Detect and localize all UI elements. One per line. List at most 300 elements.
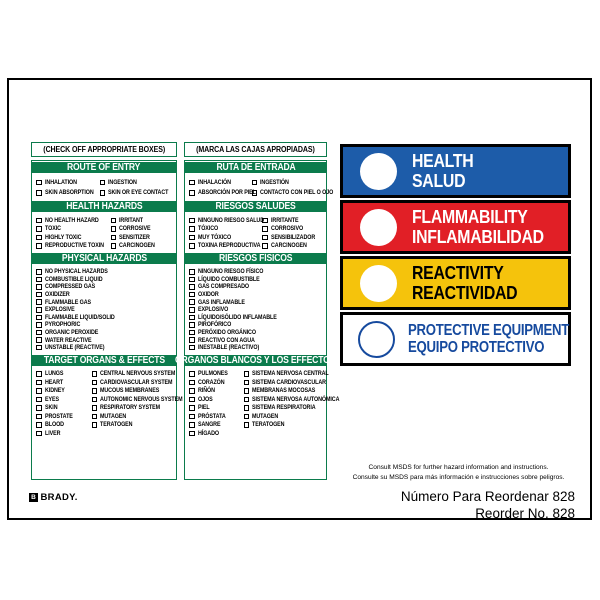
checkbox-item — [189, 291, 322, 299]
checkbox-label: TOXIC — [44, 225, 61, 233]
checkbox-item — [111, 242, 172, 251]
checkbox-label: SKIN ABSORPTION — [44, 189, 94, 197]
checkbox[interactable] — [189, 431, 195, 437]
msds-note — [340, 463, 577, 482]
checkbox[interactable] — [189, 269, 195, 275]
checkbox-label: SANGRE — [197, 421, 220, 429]
section-header-bar — [32, 252, 176, 265]
checkbox-label: BLOOD — [44, 421, 64, 429]
checkbox-column — [111, 216, 172, 250]
checkbox[interactable] — [189, 180, 195, 186]
checkbox-label: SENSIBILIZADOR — [270, 233, 315, 241]
checkbox[interactable] — [189, 218, 195, 224]
checkbox[interactable] — [189, 190, 195, 196]
checkbox-item — [36, 177, 100, 188]
checkbox[interactable] — [252, 180, 258, 186]
rating-circle[interactable] — [358, 321, 395, 358]
checkbox-item — [36, 283, 172, 291]
section-header-bar — [185, 161, 326, 174]
checkbox-label: TÓXICO — [197, 225, 218, 233]
checkbox-item — [36, 233, 111, 242]
checkbox-item — [189, 387, 244, 396]
checkbox-label: IRRITANT — [119, 216, 144, 224]
checkbox[interactable] — [92, 388, 98, 394]
checkbox-item — [36, 188, 100, 199]
msds-line-es: Consulte su MSDS para más información e instrucciones sobre peligros. — [352, 473, 565, 481]
checkbox-label: EYES — [44, 395, 59, 403]
checkbox-item — [189, 177, 252, 188]
checkbox-label: LUNGS — [44, 370, 63, 378]
checkbox[interactable] — [36, 405, 42, 411]
section-header-bar — [32, 161, 176, 174]
checkbox[interactable] — [36, 330, 42, 336]
checkbox-label: SISTEMA RESPIRATORIA — [252, 404, 316, 412]
checkbox-column — [36, 177, 100, 198]
checkbox-label: MUTAGEN — [252, 412, 279, 420]
checkbox-item — [36, 321, 172, 329]
checkbox-label: REPRODUCTIVE TOXIN — [44, 242, 104, 250]
checkbox-label: OXIDIZER — [44, 291, 70, 299]
checkbox[interactable] — [36, 380, 42, 386]
section-items — [32, 213, 176, 252]
checkbox[interactable] — [36, 277, 42, 283]
checkbox-item — [36, 242, 111, 251]
checkbox[interactable] — [189, 405, 195, 411]
checkbox[interactable] — [262, 235, 268, 241]
section-header-text: RUTA DE ENTRADA — [215, 162, 296, 173]
checkbox-label: MUTAGEN — [100, 412, 127, 420]
checkbox-label: NO PHYSICAL HAZARDS — [44, 268, 108, 276]
rating-line-es: EQUIPO PROTECTIVO — [408, 339, 545, 356]
checkbox-label: EXPLOSIVO — [197, 306, 228, 314]
checkbox-label: ORGANIC PEROXIDE — [44, 329, 98, 337]
checkbox-item — [36, 291, 172, 299]
checkbox-label: GAS COMPRESADO — [197, 283, 249, 291]
checkbox-label: PRÓSTATA — [197, 412, 226, 420]
checkbox-label: SISTEMA NERVOSA AUTONÓMICA — [252, 395, 340, 403]
checkbox-item — [244, 412, 322, 421]
checkbox-item — [244, 387, 322, 396]
checkbox[interactable] — [189, 388, 195, 394]
checkbox-item — [189, 344, 322, 352]
section-items — [32, 174, 176, 200]
checkbox[interactable] — [189, 243, 195, 249]
hazard-rating-bars — [340, 144, 571, 368]
checkbox[interactable] — [36, 299, 42, 305]
checkbox-item — [244, 370, 329, 379]
rating-circle[interactable] — [360, 209, 397, 246]
checkbox[interactable] — [189, 315, 195, 321]
footer — [340, 463, 577, 522]
checkbox[interactable] — [36, 190, 42, 196]
rating-text — [412, 263, 532, 303]
checkbox-column — [36, 268, 172, 352]
checkbox-item — [111, 225, 172, 234]
checkbox-item — [36, 329, 172, 337]
checkbox[interactable] — [189, 397, 195, 403]
checkbox-item — [36, 306, 172, 314]
checkbox-label: REACTIVO CON AGUA — [197, 336, 255, 344]
checkbox[interactable] — [36, 371, 42, 377]
checkbox-label: SISTEMA NERVOSA CENTRAL — [252, 370, 329, 378]
brady-logo — [29, 492, 78, 503]
checkbox[interactable] — [244, 380, 250, 386]
checkbox-label: GAS INFLAMABLE — [197, 298, 245, 306]
checkbox[interactable] — [111, 226, 117, 232]
checkbox[interactable] — [36, 235, 42, 241]
checkbox[interactable] — [189, 380, 195, 386]
section-header-bar — [185, 252, 326, 265]
checkbox-item — [100, 188, 172, 199]
section-items — [185, 367, 340, 479]
checkbox-item — [189, 188, 256, 199]
checkbox-label: NINGUNO RIESGO SALUD — [197, 216, 264, 224]
checkbox-item — [36, 298, 172, 306]
checkbox-item — [36, 276, 172, 284]
checkbox-item — [262, 233, 322, 242]
hazard-label — [7, 78, 592, 520]
rating-text — [412, 207, 562, 247]
checkbox-item — [189, 421, 244, 430]
checkbox-item — [244, 378, 326, 387]
checkbox-item — [189, 306, 322, 314]
checkbox-label: PERÓXIDO ORGÁNICO — [197, 329, 256, 337]
checkbox[interactable] — [111, 235, 117, 241]
checkbox-item — [36, 344, 172, 352]
checkbox-label: TOXINA REPRODUCTIVA — [197, 242, 260, 250]
checklist-english — [31, 142, 183, 480]
checkbox-label: OJOS — [197, 395, 213, 403]
checkbox-label: NINGUNO RIESGO FÍSICO — [197, 268, 263, 276]
section-header-bar — [185, 200, 326, 213]
checkbox-item — [36, 216, 111, 225]
checkbox-column — [36, 216, 111, 250]
rating-line-es: REACTIVIDAD — [412, 283, 518, 303]
checkbox[interactable] — [189, 322, 195, 328]
checklist-box — [175, 160, 340, 480]
checkbox-label: EXPLOSIVE — [44, 306, 75, 314]
section-header-text: RIESGOS FÍSICOS — [218, 253, 293, 264]
checkbox-item — [92, 404, 172, 413]
checkbox-label: SISTEMA CARDIOVASCULAR — [252, 378, 326, 386]
checkbox-label: CARDIOVASCULAR SYSTEM — [100, 378, 173, 386]
checkbox[interactable] — [244, 371, 250, 377]
section-header-text: ORGANOS BLANCOS Y LOS EFFECTOS — [175, 354, 336, 366]
checkbox-label: WATER REACTIVE — [44, 336, 91, 344]
brady-logo-icon: B — [29, 493, 38, 502]
checkbox-column — [252, 177, 334, 198]
checkbox-item — [189, 370, 244, 379]
checkbox[interactable] — [189, 299, 195, 305]
checkbox-item — [36, 421, 92, 430]
checkbox[interactable] — [189, 345, 195, 351]
checkbox-label: PULMONES — [197, 370, 228, 378]
msds-line-en: Consult MSDS for further hazard information and instructions. — [368, 464, 549, 471]
checkbox[interactable] — [92, 371, 98, 377]
checkbox[interactable] — [36, 218, 42, 224]
checkbox[interactable] — [36, 388, 42, 394]
rating-line-es: SALUD — [412, 171, 466, 191]
checkbox-item — [244, 404, 322, 413]
checkbox-item — [244, 421, 322, 430]
checkbox-label: LÍQUIDO/SÓLIDO INFLAMABLE — [197, 313, 277, 321]
section-header-bar — [32, 200, 176, 213]
checkbox-item — [36, 429, 92, 438]
checkbox-item — [111, 216, 172, 225]
checkbox-column — [189, 216, 262, 250]
section-header-text: TARGET ORGANS & EFFECTS — [43, 354, 165, 366]
checkbox[interactable] — [36, 414, 42, 420]
checkbox[interactable] — [189, 371, 195, 377]
checkbox-item — [92, 387, 172, 396]
rating-bar-protective-equipment — [340, 312, 571, 366]
checkbox[interactable] — [189, 277, 195, 283]
checkbox-column — [189, 177, 256, 198]
checkbox-item — [92, 378, 172, 387]
checkbox-item — [262, 225, 322, 234]
checkbox-label: CENTRAL NERVOUS SYSTEM — [100, 370, 176, 378]
reorder-line-en: Reorder No. 828 — [475, 505, 575, 521]
checkbox-item — [189, 429, 244, 438]
checkbox-label: INGESTION — [108, 178, 138, 186]
checkbox[interactable] — [36, 243, 42, 249]
checkbox-item — [252, 188, 334, 199]
checkbox-label: SKIN OR EYE CONTACT — [108, 189, 169, 197]
checkbox[interactable] — [36, 226, 42, 232]
checkbox-item — [36, 404, 92, 413]
checkbox[interactable] — [244, 388, 250, 394]
checkbox-label: SKIN — [44, 404, 57, 412]
checkbox-label: INHALACIÓN — [197, 178, 231, 186]
checkbox-label: UNSTABLE (REACTIVE) — [44, 344, 104, 352]
checkbox-item — [189, 395, 244, 404]
checkbox[interactable] — [100, 180, 106, 186]
checklist-title-text: (CHECK OFF APPROPRIATE BOXES) — [43, 145, 165, 154]
section-items — [185, 174, 334, 200]
checkbox[interactable] — [244, 397, 250, 403]
checkbox[interactable] — [189, 337, 195, 343]
checkbox[interactable] — [36, 269, 42, 275]
checkbox[interactable] — [92, 380, 98, 386]
section-items — [32, 367, 183, 479]
rating-bar-health — [340, 144, 571, 198]
checkbox[interactable] — [36, 397, 42, 403]
rating-line-en: HEALTH — [412, 151, 474, 171]
checkbox[interactable] — [189, 307, 195, 313]
checkbox-item — [36, 225, 111, 234]
checkbox-item — [36, 268, 172, 276]
checkbox-item — [36, 378, 92, 387]
checkbox-label: SENSITIZER — [119, 233, 151, 241]
checkbox-item — [36, 336, 172, 344]
checklist-title — [184, 142, 327, 157]
checkbox[interactable] — [36, 307, 42, 313]
checkbox-item — [92, 421, 172, 430]
checkbox[interactable] — [244, 405, 250, 411]
checkbox[interactable] — [36, 431, 42, 437]
checkbox-item — [189, 404, 244, 413]
rating-text — [408, 322, 598, 357]
checkbox[interactable] — [36, 322, 42, 328]
checkbox-item — [189, 283, 322, 291]
checkbox[interactable] — [92, 397, 98, 403]
checkbox-column — [244, 370, 340, 477]
section-items — [185, 265, 326, 354]
rating-text — [412, 151, 482, 191]
checkbox-item — [189, 276, 322, 284]
checkbox-item — [189, 336, 322, 344]
checkbox-item — [189, 268, 322, 276]
checkbox-column — [100, 177, 172, 198]
checkbox-item — [189, 321, 322, 329]
checkbox[interactable] — [189, 235, 195, 241]
checkbox-item — [36, 370, 92, 379]
checkbox-item — [189, 216, 262, 225]
checkbox-label: PYROPHORIC — [44, 321, 80, 329]
checkbox[interactable] — [111, 218, 117, 224]
checkbox-label: CARCINOGEN — [119, 242, 156, 250]
section-items — [32, 265, 176, 354]
checkbox-column — [189, 370, 244, 477]
checklist-box — [31, 160, 183, 480]
checkbox[interactable] — [111, 243, 117, 249]
checkbox-label: CORAZÓN — [197, 378, 225, 386]
checkbox-label: CONTACTO CON PIEL O OJO — [260, 189, 334, 197]
checkbox-label: HIGHLY TOXIC — [44, 233, 81, 241]
checkbox-item — [100, 177, 172, 188]
checkbox-item — [36, 314, 172, 322]
checkbox-item — [262, 242, 322, 251]
checkbox-label: ABSORCIÓN POR PIEL — [197, 189, 256, 197]
checklist-title — [31, 142, 177, 157]
checkbox-label: LIVER — [44, 429, 60, 437]
section-header-bar — [32, 354, 176, 367]
checkbox[interactable] — [189, 330, 195, 336]
checkbox-item — [189, 329, 322, 337]
section-header-text: PHYSICAL HAZARDS — [61, 253, 147, 264]
checkbox-column — [36, 370, 92, 477]
checkbox-item — [92, 395, 183, 404]
checkbox-item — [189, 412, 244, 421]
checkbox-item — [189, 242, 262, 251]
checkbox-column — [92, 370, 183, 477]
checkbox[interactable] — [92, 422, 98, 428]
checkbox-label: INHALATION — [44, 178, 77, 186]
checkbox-item — [92, 370, 176, 379]
checkbox-label: MUCOUS MEMBRANES — [100, 387, 160, 395]
rating-circle[interactable] — [360, 153, 397, 190]
checkbox-label: HÍGADO — [197, 429, 219, 437]
checkbox-label: MUY TÓXICO — [197, 233, 231, 241]
section-header-bar — [175, 354, 336, 367]
brady-logo-text: BRADY. — [40, 492, 78, 503]
checkbox[interactable] — [189, 284, 195, 290]
rating-line-en: FLAMMABILITY — [412, 207, 528, 227]
checkbox[interactable] — [92, 405, 98, 411]
checkbox-label: TERATOGEN — [252, 421, 285, 429]
checkbox[interactable] — [36, 180, 42, 186]
checkbox[interactable] — [36, 315, 42, 321]
rating-line-en: PROTECTIVE EQUIPMENT — [408, 321, 570, 339]
rating-line-es: INFLAMABILIDAD — [412, 227, 544, 247]
checkbox-label: MEMBRANAS MOCOSAS — [252, 387, 316, 395]
checkbox-label: KIDNEY — [44, 387, 65, 395]
checkbox[interactable] — [36, 345, 42, 351]
checkbox-label: TERATOGEN — [100, 421, 133, 429]
checkbox-label: AUTONOMIC NERVOUS SYSTEM — [100, 395, 183, 403]
checkbox-label: CORROSIVE — [119, 225, 151, 233]
checkbox-label: HEART — [44, 378, 63, 386]
section-header-text: ROUTE OF ENTRY — [67, 162, 141, 173]
checkbox[interactable] — [262, 243, 268, 249]
section-header-text: RIESGOS SALUDES — [215, 201, 296, 212]
checklist-title-text: (MARCA LAS CAJAS APROPIADAS) — [196, 145, 315, 154]
checkbox-item — [36, 387, 92, 396]
checkbox-label: CORROSIVO — [270, 225, 303, 233]
checkbox-label: INESTABLE (REACTIVO) — [197, 344, 259, 352]
checklist-spanish — [175, 142, 340, 480]
rating-circle[interactable] — [360, 265, 397, 302]
checkbox[interactable] — [36, 284, 42, 290]
checkbox-item — [36, 395, 92, 404]
checkbox[interactable] — [189, 292, 195, 298]
checkbox[interactable] — [244, 414, 250, 420]
checkbox-item — [189, 298, 322, 306]
checkbox[interactable] — [189, 414, 195, 420]
checkbox-label: OXIDOR — [197, 291, 219, 299]
checkbox[interactable] — [36, 422, 42, 428]
checkbox-item — [111, 233, 172, 242]
checkbox-label: NO HEALTH HAZARD — [44, 216, 99, 224]
rating-bar-flammability — [340, 200, 571, 254]
checkbox-label: COMPRESSED GAS — [44, 283, 95, 291]
checkbox-label: CARCINOGEN — [270, 242, 307, 250]
checkbox-column — [262, 216, 322, 250]
checkbox[interactable] — [36, 337, 42, 343]
checkbox-item — [189, 225, 262, 234]
checkbox[interactable] — [92, 414, 98, 420]
rating-line-en: REACTIVITY — [412, 263, 504, 283]
checkbox-label: LÍQUIDO COMBUSTIBLE — [197, 275, 260, 283]
checkbox-item — [244, 395, 340, 404]
checkbox[interactable] — [244, 422, 250, 428]
checkbox[interactable] — [100, 190, 106, 196]
section-items — [185, 213, 326, 252]
checkbox-label: FLAMMABLE LIQUID/SOLID — [44, 313, 115, 321]
checkbox[interactable] — [36, 292, 42, 298]
rating-bar-reactivity — [340, 256, 571, 310]
reorder-number — [340, 489, 577, 522]
checkbox-item — [189, 314, 322, 322]
checkbox-label: INGESTIÓN — [260, 178, 289, 186]
checkbox-item — [189, 378, 244, 387]
checkbox-item — [92, 412, 172, 421]
checkbox[interactable] — [189, 422, 195, 428]
checkbox-label: PROSTATE — [44, 412, 73, 420]
checkbox-item — [189, 233, 262, 242]
checkbox-label: PIROFÓRICO — [197, 321, 231, 329]
checkbox-label: RESPIRATORY SYSTEM — [100, 404, 161, 412]
checkbox-item — [262, 216, 322, 225]
checkbox-item — [252, 177, 322, 188]
checkbox[interactable] — [189, 226, 195, 232]
checkbox-label: PIEL — [197, 404, 210, 412]
section-header-text: HEALTH HAZARDS — [65, 201, 143, 212]
checkbox-column — [189, 268, 322, 352]
checkbox-label: RIÑÓN — [197, 387, 215, 395]
checkbox-label: FLAMMABLE GAS — [44, 298, 91, 306]
checkbox[interactable] — [262, 226, 268, 232]
